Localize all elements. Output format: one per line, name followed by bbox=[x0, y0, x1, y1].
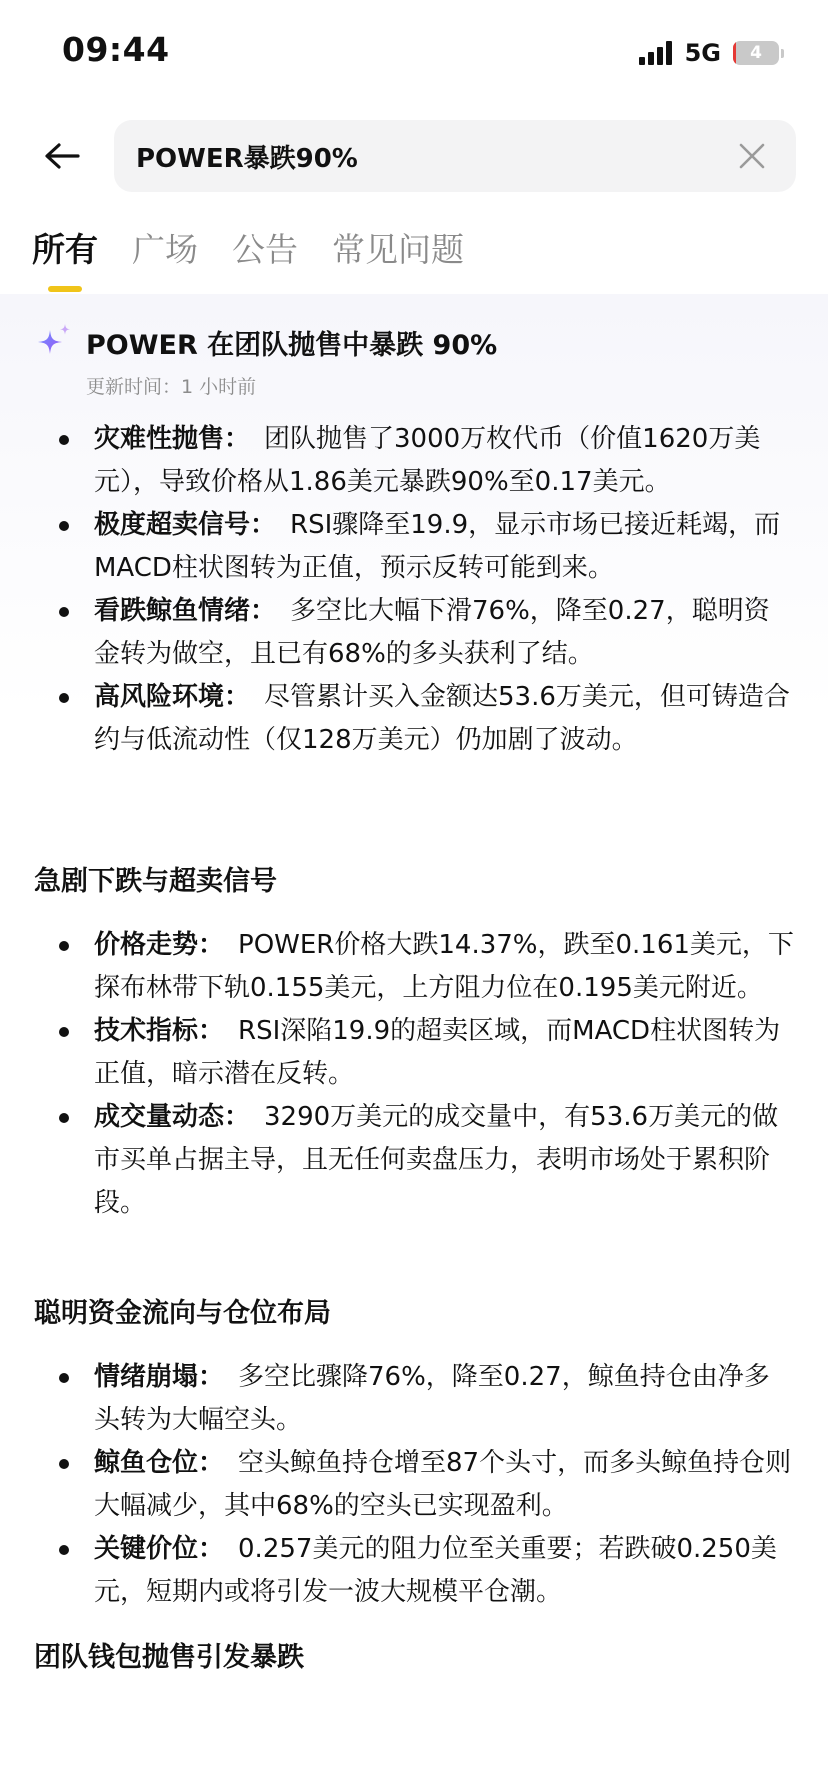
item-text: 3290万美元的成交量中，有53.6万美元的做市买单占据主导，且无任何卖盘压力，表明市场处于累积阶段。 bbox=[94, 1102, 779, 1218]
network-type: 5G bbox=[684, 39, 721, 67]
tab-label: 所有 bbox=[32, 230, 98, 269]
search-query: POWER暴跌90% bbox=[136, 144, 358, 174]
section-price-drop bbox=[34, 862, 794, 1225]
item-label: 技术指标： bbox=[94, 1016, 225, 1046]
item-label: 灾难性抛售： bbox=[94, 424, 251, 454]
item-text: RSI深陷19.9的超卖区域，而MACD柱状图转为正值，暗示潜在反转。 bbox=[94, 1016, 781, 1089]
section-heading: 聪明资金流向与仓位布局 bbox=[34, 1298, 331, 1329]
status-bar bbox=[0, 0, 828, 100]
item-text: 多空比骤降76%，降至0.27，鲸鱼持仓由净多头转为大幅空头。 bbox=[94, 1362, 770, 1435]
item-label: 鲸鱼仓位： bbox=[94, 1448, 225, 1478]
item-text: 多空比大幅下滑76%，降至0.27，聪明资金转为做空，且已有68%的多头获利了结。 bbox=[94, 596, 770, 669]
active-tab-indicator bbox=[48, 286, 82, 292]
sparkle-icon bbox=[34, 322, 74, 362]
ai-summary-header bbox=[34, 322, 497, 362]
item-text: RSI骤降至19.9，显示市场已接近耗竭，而MACD柱状图转为正值，预示反转可能到来。 bbox=[94, 510, 781, 583]
tab-announcements[interactable] bbox=[232, 224, 298, 294]
list-item bbox=[34, 418, 794, 504]
list-item bbox=[34, 1010, 794, 1096]
summary-list bbox=[34, 418, 794, 762]
tab-all[interactable] bbox=[32, 224, 98, 294]
battery-icon bbox=[733, 41, 779, 65]
list-item bbox=[34, 1528, 794, 1614]
section-smart-money bbox=[34, 1294, 794, 1614]
item-label: 情绪崩塌： bbox=[94, 1362, 225, 1392]
clear-search-button[interactable] bbox=[734, 138, 770, 174]
list-item bbox=[34, 676, 794, 762]
section-list bbox=[34, 924, 794, 1225]
item-label: 高风险环境： bbox=[94, 682, 251, 712]
item-label: 成交量动态： bbox=[94, 1102, 251, 1132]
tab-faq[interactable] bbox=[332, 224, 464, 294]
summary-title: POWER 在团队抛售中暴跌 90% bbox=[86, 329, 498, 361]
item-label: 关键价位： bbox=[94, 1534, 225, 1564]
ai-summary-content bbox=[0, 294, 828, 1792]
section-list bbox=[34, 1356, 794, 1614]
section-heading: 急剧下跌与超卖信号 bbox=[34, 866, 277, 897]
tab-label: 常见问题 bbox=[332, 230, 464, 269]
section-heading: 团队钱包抛售引发暴跌 bbox=[34, 1642, 304, 1673]
list-item bbox=[34, 1356, 794, 1442]
updated-time: 更新时间：1 小时前 bbox=[86, 376, 257, 398]
battery-cap bbox=[781, 49, 784, 58]
item-label: 价格走势： bbox=[94, 930, 225, 960]
summary-section bbox=[34, 418, 794, 762]
status-time: 09:44 bbox=[62, 30, 170, 69]
tab-label: 公告 bbox=[232, 230, 298, 269]
close-icon bbox=[738, 142, 766, 170]
list-item bbox=[34, 924, 794, 1010]
back-button[interactable] bbox=[34, 128, 90, 184]
signal-icon bbox=[639, 41, 675, 65]
item-text: 空头鲸鱼持仓增至87个头寸，而多头鲸鱼持仓则大幅减少，其中68%的空头已实现盈利。 bbox=[94, 1448, 792, 1521]
search-input[interactable] bbox=[114, 120, 796, 192]
tab-bar bbox=[32, 224, 498, 294]
status-indicators bbox=[639, 38, 784, 68]
item-label: 看跌鲸鱼情绪： bbox=[94, 596, 277, 626]
item-text: POWER价格大跌14.37%，跌至0.161美元，下探布林带下轨0.155美元，上方阻力位在0.195美元附近。 bbox=[94, 930, 794, 1003]
item-text: 尽管累计买入金额达53.6万美元，但可铸造合约与低流动性（仅128万美元）仍加剧了波动。 bbox=[94, 682, 790, 755]
battery-level: 4 bbox=[750, 43, 762, 63]
item-text: 0.257美元的阻力位至关重要；若跌破0.250美元，短期内或将引发一波大规模平仓潮。 bbox=[94, 1534, 777, 1607]
list-item bbox=[34, 590, 794, 676]
list-item bbox=[34, 1096, 794, 1225]
tab-square[interactable] bbox=[132, 224, 198, 294]
battery-fill bbox=[733, 41, 736, 65]
item-text: 团队抛售了3000万枚代币（价值1620万美元），导致价格从1.86美元暴跌90%至0.17美元。 bbox=[94, 424, 761, 497]
list-item bbox=[34, 504, 794, 590]
search-header bbox=[0, 118, 828, 192]
item-label: 极度超卖信号： bbox=[94, 510, 277, 540]
list-item bbox=[34, 1442, 794, 1528]
tab-label: 广场 bbox=[132, 230, 198, 269]
section-team-wallet bbox=[34, 1638, 794, 1678]
arrow-left-icon bbox=[44, 142, 80, 170]
